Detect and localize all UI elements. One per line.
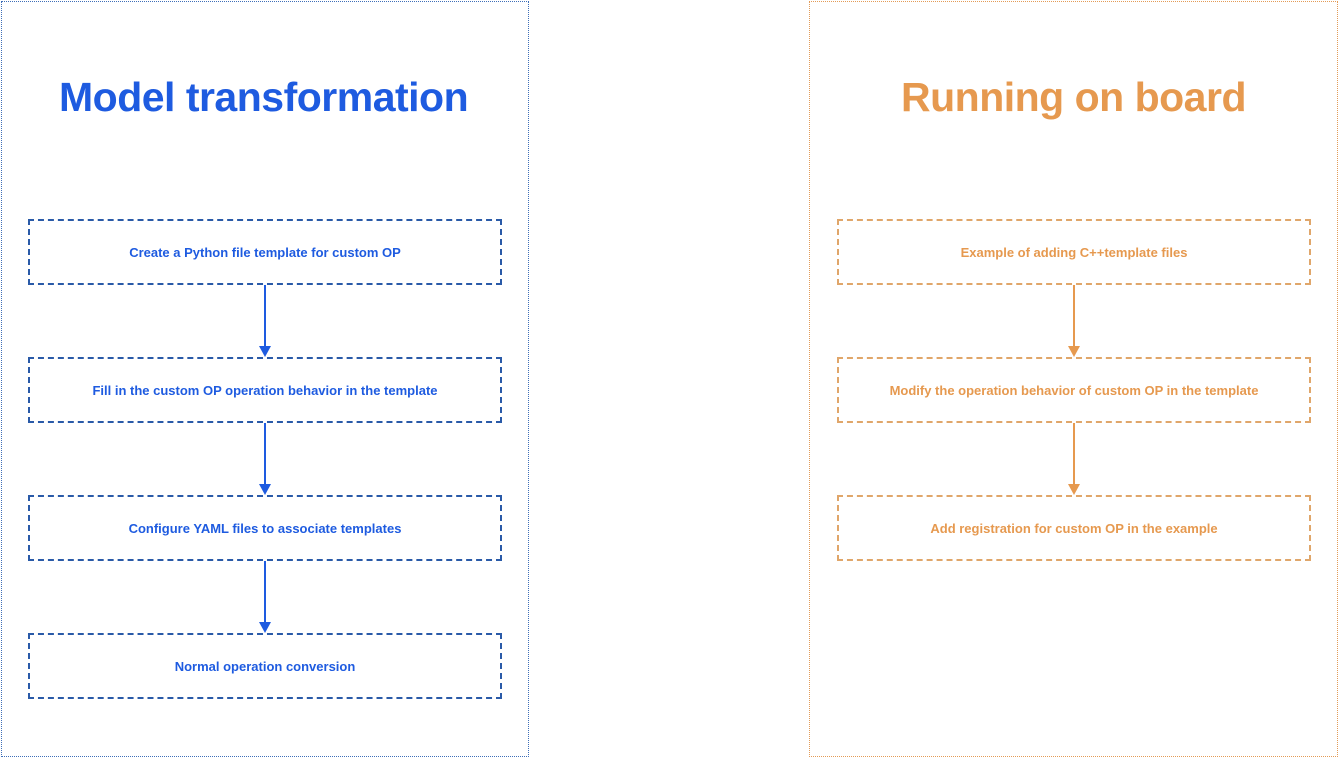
left-arrow-1 — [259, 285, 271, 357]
left-step-2-box — [28, 357, 502, 423]
left-step-3-label: Configure YAML files to associate templates — [128, 520, 402, 536]
left-step-2-label: Fill in the custom OP operation behavior in the template — [92, 382, 438, 398]
left-step-1-box — [28, 219, 502, 285]
right-arrow-2 — [1068, 423, 1080, 495]
left-step-3-box — [28, 495, 502, 561]
left-arrow-3 — [259, 561, 271, 633]
left-step-4-box — [28, 633, 502, 699]
right-step-2-label: Modify the operation behavior of custom OP in the template — [889, 382, 1259, 398]
right-step-3-label: Add registration for custom OP in the example — [930, 520, 1218, 536]
left-step-1-label: Create a Python file template for custom OP — [129, 244, 401, 260]
right-step-2-box — [837, 357, 1311, 423]
right-arrow-1 — [1068, 285, 1080, 357]
running-on-board-title: Running on board — [901, 74, 1246, 120]
right-step-3-box — [837, 495, 1311, 561]
left-arrow-2 — [259, 423, 271, 495]
model-transformation-title: Model transformation — [59, 74, 469, 120]
left-step-4-label: Normal operation conversion — [174, 658, 356, 674]
right-step-1-box — [837, 219, 1311, 285]
right-step-1-label: Example of adding C++template files — [960, 244, 1188, 260]
